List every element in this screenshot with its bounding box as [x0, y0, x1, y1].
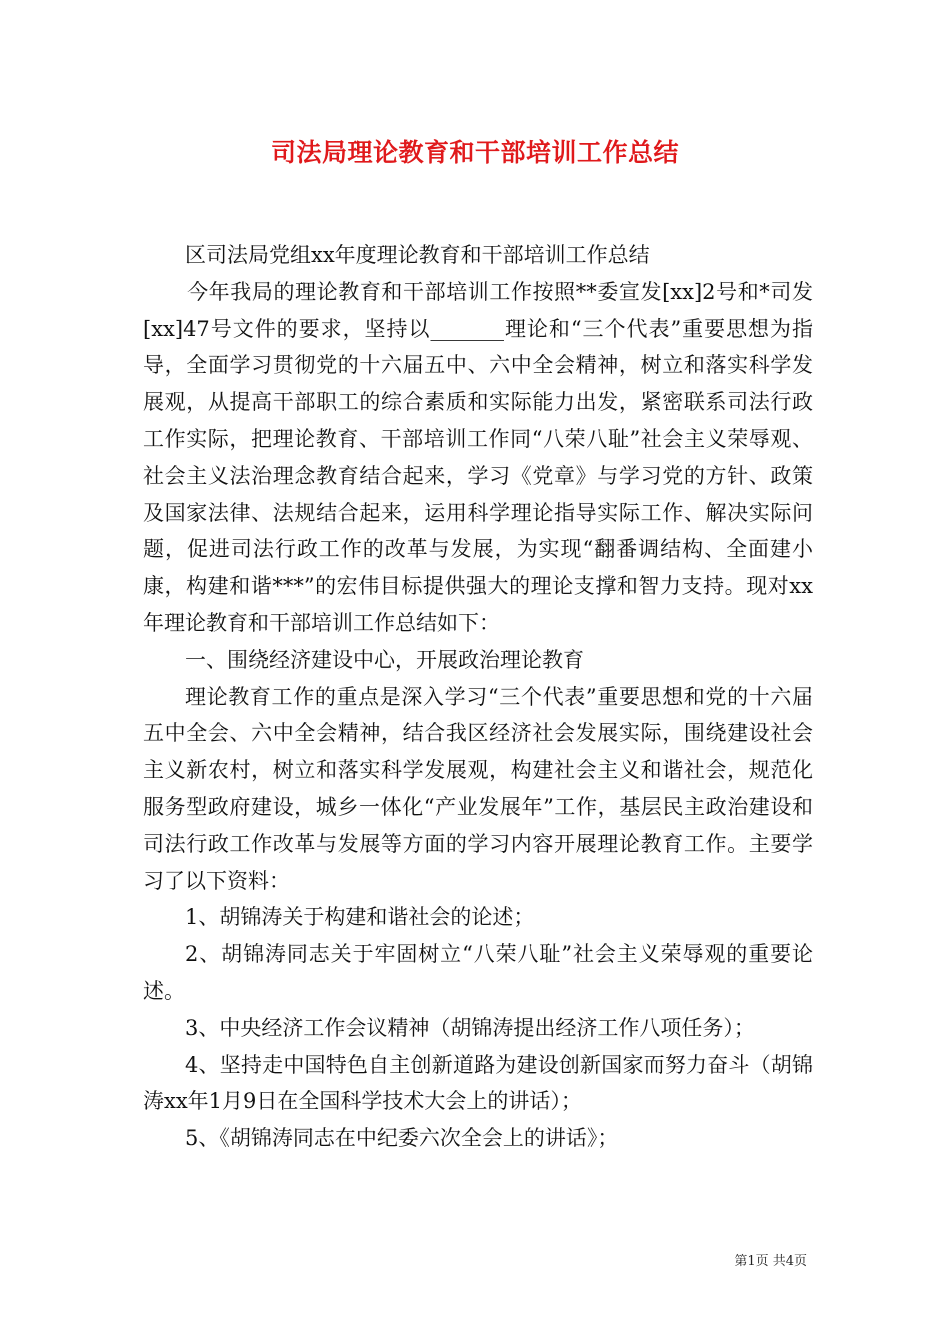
list-item: 5、《胡锦涛同志在中纪委六次全会上的讲话》；	[185, 1126, 619, 1151]
document-body	[143, 237, 813, 1157]
list-item: 1、胡锦涛关于构建和谐社会的论述；	[185, 905, 535, 930]
paragraph-section-body: 理论教育工作的重点是深入学习“三个代表”重要思想和党的十六届五中全会、六中全会精神，结合我区经济社会发展实际，围绕建设社会主义新农村，树立和落实科学发展观，构建社会主义和谐社会，规范化服务型政府建设，城乡一体化“产业发展年”工作，基层民主政治建设和司法行政工作改革与发展等方面的学习内容开展理论教育工作。主要学习了以下资料：	[143, 684, 813, 893]
paragraph-intro: 今年我局的理论教育和干部培训工作按照**委宣发[xx]2号和*司发[xx]47号文件的要求，坚持以_______理论和“三个代表”重要思想为指导，全面学习贯彻党的十六届五中、六中全会精神，树立和落实科学发展观，从提高干部职工的综合素质和实际能力出发，紧密联系司法行政工作实际，把理论教育、干部培训工作同“八荣八耻”社会主义荣辱观、社会主义法治理念教育结合起来，学习《党章》与学习党的方针、政策及国家法律、法规结合起来，运用科学理论指导实际工作、解决实际问题，促进司法行政工作的改革与发展，为实现“翻番调结构、全面建小康，构建和谐***”的宏伟目标提供强大的理论支撑和智力支持。现对xx年理论教育和干部培训工作总结如下：	[143, 279, 813, 635]
document-title: 司法局理论教育和干部培训工作总结	[270, 138, 679, 167]
list-item: 4、坚持走中国特色自主创新道路为建设创新国家而努力奋斗（胡锦涛xx年1月9日在全国科学技术大会上的讲话）；	[143, 1052, 813, 1114]
list-item: 3、中央经济工作会议精神（胡锦涛提出经济工作八项任务）；	[185, 1015, 755, 1040]
section-heading: 一、围绕经济建设中心，开展政治理论教育	[185, 647, 584, 672]
page-indicator: 第1页 共4页	[734, 1254, 807, 1269]
paragraph-subtitle: 区司法局党组xx年度理论教育和干部培训工作总结	[185, 243, 650, 267]
list-item: 2、胡锦涛同志关于牢固树立“八荣八耻”社会主义荣辱观的重要论述。	[143, 942, 813, 1003]
